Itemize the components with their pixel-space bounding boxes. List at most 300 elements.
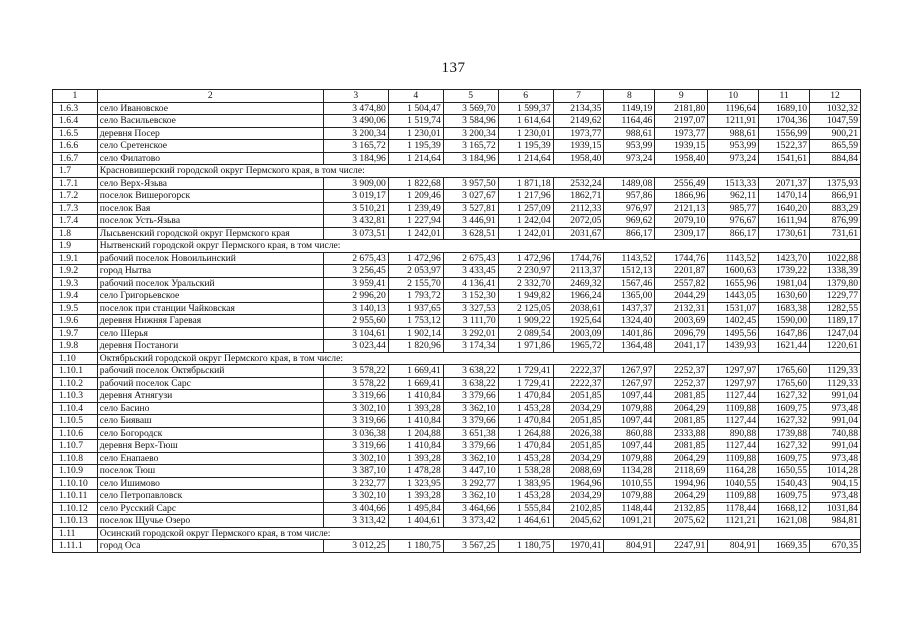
value-cell: 3 490,06	[323, 115, 388, 128]
value-cell: 1282,55	[810, 302, 861, 315]
value-cell: 1189,17	[810, 315, 861, 328]
value-cell: 1 822,68	[388, 177, 443, 190]
table-row	[53, 152, 861, 165]
row-code: 1.10.5	[53, 415, 98, 428]
row-code: 1.10.8	[53, 452, 98, 465]
value-cell: 1650,55	[759, 465, 810, 478]
row-code: 1.10.3	[53, 390, 98, 403]
value-cell: 2132,31	[655, 302, 708, 315]
settlement-name: село Бияваш	[97, 415, 323, 428]
value-cell: 988,61	[708, 127, 759, 140]
value-cell: 2096,79	[655, 327, 708, 340]
value-cell: 1079,88	[604, 402, 655, 415]
value-cell: 2121,13	[655, 202, 708, 215]
value-cell: 1338,39	[810, 265, 861, 278]
value-cell: 1143,52	[708, 252, 759, 265]
row-code: 1.10.13	[53, 515, 98, 528]
row-code: 1.10.2	[53, 377, 98, 390]
value-cell: 1097,44	[604, 415, 655, 428]
section-title: Октябрьский городской округ Пермского края, в том числе:	[97, 352, 860, 365]
value-cell: 2034,29	[553, 402, 604, 415]
value-cell: 1973,77	[655, 127, 708, 140]
value-cell: 670,35	[810, 540, 861, 553]
value-cell: 953,99	[604, 140, 655, 153]
value-cell: 1965,72	[553, 340, 604, 353]
header-cell: 1	[53, 90, 98, 103]
settlement-name: город Оса	[97, 540, 323, 553]
table-row	[53, 115, 861, 128]
value-cell: 973,48	[810, 402, 861, 415]
table-row	[53, 540, 861, 553]
table-row	[53, 502, 861, 515]
header-cell: 3	[323, 90, 388, 103]
settlement-name: поселок при станции Чайковская	[97, 302, 323, 315]
value-cell: 1964,96	[553, 477, 604, 490]
value-cell: 1744,76	[553, 252, 604, 265]
settlement-name: Лысьвенский городской округ Пермского края	[97, 227, 323, 240]
value-cell: 1375,93	[810, 177, 861, 190]
value-cell: 3 433,45	[443, 265, 498, 278]
value-cell: 1590,00	[759, 315, 810, 328]
value-cell: 3 362,10	[443, 490, 498, 503]
value-cell: 1683,38	[759, 302, 810, 315]
settlement-name: рабочий поселок Сарс	[97, 377, 323, 390]
row-code: 1.10	[53, 352, 98, 365]
settlement-name: село Григорьевское	[97, 290, 323, 303]
value-cell: 1109,88	[708, 490, 759, 503]
value-cell: 1 729,41	[498, 377, 553, 390]
value-cell: 3 184,96	[323, 152, 388, 165]
value-cell: 1 871,18	[498, 177, 553, 190]
row-code: 1.9.5	[53, 302, 98, 315]
value-cell: 1 753,12	[388, 315, 443, 328]
value-cell: 1 478,28	[388, 465, 443, 478]
value-cell: 2149,62	[553, 115, 604, 128]
value-cell: 1 393,28	[388, 452, 443, 465]
row-code: 1.7	[53, 165, 98, 178]
value-cell: 3 319,66	[323, 390, 388, 403]
value-cell: 1600,63	[708, 265, 759, 278]
value-cell: 1439,93	[708, 340, 759, 353]
value-cell: 1 180,75	[388, 540, 443, 553]
value-cell: 1513,33	[708, 177, 759, 190]
value-cell: 969,62	[604, 215, 655, 228]
header-cell: 11	[759, 90, 810, 103]
value-cell: 1 729,41	[498, 365, 553, 378]
value-cell: 3 628,51	[443, 227, 498, 240]
value-cell: 2 332,70	[498, 277, 553, 290]
table-row	[53, 215, 861, 228]
value-cell: 1 820,96	[388, 340, 443, 353]
value-cell: 866,17	[708, 227, 759, 240]
value-cell: 2 675,43	[323, 252, 388, 265]
value-cell: 2309,17	[655, 227, 708, 240]
value-cell: 1522,37	[759, 140, 810, 153]
value-cell: 2081,85	[655, 415, 708, 428]
value-cell: 866,91	[810, 190, 861, 203]
value-cell: 3 327,53	[443, 302, 498, 315]
value-cell: 1022,88	[810, 252, 861, 265]
value-cell: 2 053,97	[388, 265, 443, 278]
value-cell: 1109,88	[708, 402, 759, 415]
value-cell: 3 567,25	[443, 540, 498, 553]
value-cell: 3 165,72	[443, 140, 498, 153]
settlement-name: село Богородск	[97, 427, 323, 440]
value-cell: 1611,94	[759, 215, 810, 228]
value-cell: 1010,55	[604, 477, 655, 490]
value-cell: 1 239,49	[388, 202, 443, 215]
value-cell: 2003,69	[655, 315, 708, 328]
section-title: Нытвенский городской округ Пермского края, в том числе:	[97, 240, 860, 253]
table-row	[53, 340, 861, 353]
value-cell: 1 393,28	[388, 490, 443, 503]
value-cell: 1079,88	[604, 490, 655, 503]
value-cell: 1 555,84	[498, 502, 553, 515]
value-cell: 2247,91	[655, 540, 708, 553]
value-cell: 1630,60	[759, 290, 810, 303]
value-cell: 1164,28	[708, 465, 759, 478]
value-cell: 1640,20	[759, 202, 810, 215]
value-cell: 2064,29	[655, 452, 708, 465]
value-cell: 1 180,75	[498, 540, 553, 553]
value-cell: 1 669,41	[388, 365, 443, 378]
value-cell: 973,24	[708, 152, 759, 165]
settlement-name: деревня Нижняя Гаревая	[97, 315, 323, 328]
table-row	[53, 277, 861, 290]
row-code: 1.7.3	[53, 202, 98, 215]
value-cell: 1655,96	[708, 277, 759, 290]
value-cell: 890,88	[708, 427, 759, 440]
value-cell: 1765,60	[759, 377, 810, 390]
value-cell: 1 793,72	[388, 290, 443, 303]
value-cell: 1364,48	[604, 340, 655, 353]
value-cell: 1621,44	[759, 340, 810, 353]
value-cell: 1970,41	[553, 540, 604, 553]
value-cell: 3 152,30	[443, 290, 498, 303]
value-cell: 1744,76	[655, 252, 708, 265]
settlement-name: село Филатово	[97, 152, 323, 165]
value-cell: 3 319,66	[323, 440, 388, 453]
section-title: Красновишерский городской округ Пермского края, в том числе:	[97, 165, 860, 178]
row-code: 1.10.1	[53, 365, 98, 378]
value-cell: 1609,75	[759, 452, 810, 465]
value-cell: 1765,60	[759, 365, 810, 378]
table-row	[53, 365, 861, 378]
value-cell: 3 638,22	[443, 365, 498, 378]
row-code: 1.9.1	[53, 252, 98, 265]
settlement-name: село Петропавловск	[97, 490, 323, 503]
value-cell: 976,97	[604, 202, 655, 215]
value-cell: 1 470,84	[498, 440, 553, 453]
value-cell: 1567,46	[604, 277, 655, 290]
value-cell: 3 184,96	[443, 152, 498, 165]
row-code: 1.10.4	[53, 402, 98, 415]
value-cell: 3 510,21	[323, 202, 388, 215]
section-row	[53, 165, 861, 178]
value-cell: 2 089,54	[498, 327, 553, 340]
row-code: 1.6.7	[53, 152, 98, 165]
settlement-name: рабочий поселок Новоильинский	[97, 252, 323, 265]
value-cell: 3 584,96	[443, 115, 498, 128]
value-cell: 1 519,74	[388, 115, 443, 128]
value-cell: 3 319,66	[323, 415, 388, 428]
value-cell: 3 651,38	[443, 427, 498, 440]
value-cell: 1 453,28	[498, 490, 553, 503]
value-cell: 1609,75	[759, 490, 810, 503]
header-cell: 6	[498, 90, 553, 103]
section-row	[53, 352, 861, 365]
value-cell: 988,61	[604, 127, 655, 140]
value-cell: 2 955,60	[323, 315, 388, 328]
value-cell: 1668,12	[759, 502, 810, 515]
section-row	[53, 240, 861, 253]
value-cell: 976,67	[708, 215, 759, 228]
row-code: 1.8	[53, 227, 98, 240]
row-code: 1.10.12	[53, 502, 98, 515]
value-cell: 3 446,91	[443, 215, 498, 228]
value-cell: 1 404,61	[388, 515, 443, 528]
value-cell: 3 527,81	[443, 202, 498, 215]
value-cell: 1 464,61	[498, 515, 553, 528]
value-cell: 884,84	[810, 152, 861, 165]
value-cell: 3 256,45	[323, 265, 388, 278]
value-cell: 2041,17	[655, 340, 708, 353]
value-cell: 2112,33	[553, 202, 604, 215]
value-cell: 3 027,67	[443, 190, 498, 203]
value-cell: 1443,05	[708, 290, 759, 303]
table-row	[53, 315, 861, 328]
table-row	[53, 377, 861, 390]
value-cell: 1 214,64	[498, 152, 553, 165]
value-cell: 991,04	[810, 390, 861, 403]
section-row	[53, 527, 861, 540]
header-cell: 5	[443, 90, 498, 103]
table-row	[53, 490, 861, 503]
value-cell: 1 470,84	[498, 390, 553, 403]
row-code: 1.9.2	[53, 265, 98, 278]
settlement-name: поселок Усть-Язьва	[97, 215, 323, 228]
value-cell: 1939,15	[655, 140, 708, 153]
table-row	[53, 265, 861, 278]
value-cell: 2081,85	[655, 390, 708, 403]
settlement-name: село Ишимово	[97, 477, 323, 490]
table-row	[53, 227, 861, 240]
value-cell: 3 302,10	[323, 452, 388, 465]
value-cell: 2026,38	[553, 427, 604, 440]
value-cell: 2051,85	[553, 415, 604, 428]
value-cell: 1730,61	[759, 227, 810, 240]
value-cell: 3 200,34	[443, 127, 498, 140]
value-cell: 1 909,22	[498, 315, 553, 328]
table-row	[53, 452, 861, 465]
value-cell: 1437,37	[604, 302, 655, 315]
value-cell: 2201,87	[655, 265, 708, 278]
value-cell: 3 073,51	[323, 227, 388, 240]
value-cell: 3 292,01	[443, 327, 498, 340]
value-cell: 1 242,04	[498, 215, 553, 228]
value-cell: 2072,05	[553, 215, 604, 228]
value-cell: 3 362,10	[443, 452, 498, 465]
value-cell: 1148,44	[604, 502, 655, 515]
value-cell: 1 538,28	[498, 465, 553, 478]
table-row	[53, 290, 861, 303]
row-code: 1.6.4	[53, 115, 98, 128]
value-cell: 1739,22	[759, 265, 810, 278]
value-cell: 1040,55	[708, 477, 759, 490]
value-cell: 3 302,10	[323, 402, 388, 415]
value-cell: 1 470,84	[498, 415, 553, 428]
value-cell: 2532,24	[553, 177, 604, 190]
value-cell: 3 165,72	[323, 140, 388, 153]
value-cell: 3 387,10	[323, 465, 388, 478]
row-code: 1.7.2	[53, 190, 98, 203]
value-cell: 984,81	[810, 515, 861, 528]
value-cell: 1 195,39	[498, 140, 553, 153]
row-code: 1.7.4	[53, 215, 98, 228]
value-cell: 1 383,95	[498, 477, 553, 490]
value-cell: 3 909,00	[323, 177, 388, 190]
value-cell: 1365,00	[604, 290, 655, 303]
value-cell: 740,88	[810, 427, 861, 440]
value-cell: 1 599,37	[498, 102, 553, 115]
value-cell: 991,04	[810, 440, 861, 453]
value-cell: 1423,70	[759, 252, 810, 265]
value-cell: 2222,37	[553, 377, 604, 390]
value-cell: 953,99	[708, 140, 759, 153]
table-body	[53, 102, 861, 552]
tariff-table	[52, 89, 861, 553]
value-cell: 3 140,13	[323, 302, 388, 315]
value-cell: 1 453,28	[498, 402, 553, 415]
table-row	[53, 327, 861, 340]
value-cell: 2081,85	[655, 440, 708, 453]
row-code: 1.10.7	[53, 440, 98, 453]
value-cell: 1297,97	[708, 365, 759, 378]
row-code: 1.11	[53, 527, 98, 540]
row-code: 1.10.6	[53, 427, 98, 440]
value-cell: 1031,84	[810, 502, 861, 515]
value-cell: 2252,37	[655, 377, 708, 390]
value-cell: 1 257,09	[498, 202, 553, 215]
value-cell: 1 410,84	[388, 390, 443, 403]
table-row	[53, 427, 861, 440]
row-code: 1.10.10	[53, 477, 98, 490]
value-cell: 2064,29	[655, 402, 708, 415]
value-cell: 1512,13	[604, 265, 655, 278]
value-cell: 2556,49	[655, 177, 708, 190]
value-cell: 2197,07	[655, 115, 708, 128]
value-cell: 1 242,01	[388, 227, 443, 240]
value-cell: 1 472,96	[388, 252, 443, 265]
value-cell: 865,59	[810, 140, 861, 153]
value-cell: 1704,36	[759, 115, 810, 128]
value-cell: 1 242,01	[498, 227, 553, 240]
value-cell: 1958,40	[655, 152, 708, 165]
value-cell: 1 230,01	[388, 127, 443, 140]
value-cell: 1 195,39	[388, 140, 443, 153]
settlement-name: деревня Верх-Тюш	[97, 440, 323, 453]
settlement-name: город Нытва	[97, 265, 323, 278]
row-code: 1.6.5	[53, 127, 98, 140]
row-code: 1.9.8	[53, 340, 98, 353]
value-cell: 3 023,44	[323, 340, 388, 353]
value-cell: 3 957,50	[443, 177, 498, 190]
value-cell: 1 495,84	[388, 502, 443, 515]
header-row	[53, 90, 861, 103]
value-cell: 1127,44	[708, 415, 759, 428]
value-cell: 1939,15	[553, 140, 604, 153]
value-cell: 1324,40	[604, 315, 655, 328]
value-cell: 1 214,64	[388, 152, 443, 165]
value-cell: 1091,21	[604, 515, 655, 528]
value-cell: 1 949,82	[498, 290, 553, 303]
value-cell: 1981,04	[759, 277, 810, 290]
value-cell: 1401,86	[604, 327, 655, 340]
value-cell: 2 125,05	[498, 302, 553, 315]
value-cell: 1541,61	[759, 152, 810, 165]
value-cell: 3 302,10	[323, 490, 388, 503]
value-cell: 1 230,01	[498, 127, 553, 140]
value-cell: 2031,67	[553, 227, 604, 240]
table-row	[53, 140, 861, 153]
value-cell: 1220,61	[810, 340, 861, 353]
value-cell: 2252,37	[655, 365, 708, 378]
table-row	[53, 465, 861, 478]
table-row	[53, 477, 861, 490]
value-cell: 1973,77	[553, 127, 604, 140]
value-cell: 1178,44	[708, 502, 759, 515]
value-cell: 3 200,34	[323, 127, 388, 140]
value-cell: 3 578,22	[323, 365, 388, 378]
value-cell: 2469,32	[553, 277, 604, 290]
value-cell: 1402,45	[708, 315, 759, 328]
value-cell: 1540,43	[759, 477, 810, 490]
value-cell: 2051,85	[553, 440, 604, 453]
value-cell: 2134,35	[553, 102, 604, 115]
value-cell: 904,15	[810, 477, 861, 490]
row-code: 1.9.4	[53, 290, 98, 303]
value-cell: 985,77	[708, 202, 759, 215]
value-cell: 1 264,88	[498, 427, 553, 440]
settlement-name: село Верх-Язьва	[97, 177, 323, 190]
value-cell: 1109,88	[708, 452, 759, 465]
value-cell: 1047,59	[810, 115, 861, 128]
table-row	[53, 390, 861, 403]
value-cell: 804,91	[708, 540, 759, 553]
value-cell: 1 323,95	[388, 477, 443, 490]
page-number: 137	[441, 60, 466, 76]
value-cell: 1 937,65	[388, 302, 443, 315]
value-cell: 1 614,64	[498, 115, 553, 128]
value-cell: 3 292,77	[443, 477, 498, 490]
value-cell: 2 230,97	[498, 265, 553, 278]
value-cell: 2071,37	[759, 177, 810, 190]
value-cell: 876,99	[810, 215, 861, 228]
value-cell: 1 410,84	[388, 415, 443, 428]
value-cell: 3 362,10	[443, 402, 498, 415]
header-cell: 10	[708, 90, 759, 103]
value-cell: 3 638,22	[443, 377, 498, 390]
settlement-name: село Басино	[97, 402, 323, 415]
settlement-name: рабочий поселок Октябрьский	[97, 365, 323, 378]
value-cell: 2075,62	[655, 515, 708, 528]
table-row	[53, 127, 861, 140]
table-row	[53, 190, 861, 203]
value-cell: 2044,29	[655, 290, 708, 303]
value-cell: 866,17	[604, 227, 655, 240]
value-cell: 2557,82	[655, 277, 708, 290]
value-cell: 1 227,94	[388, 215, 443, 228]
